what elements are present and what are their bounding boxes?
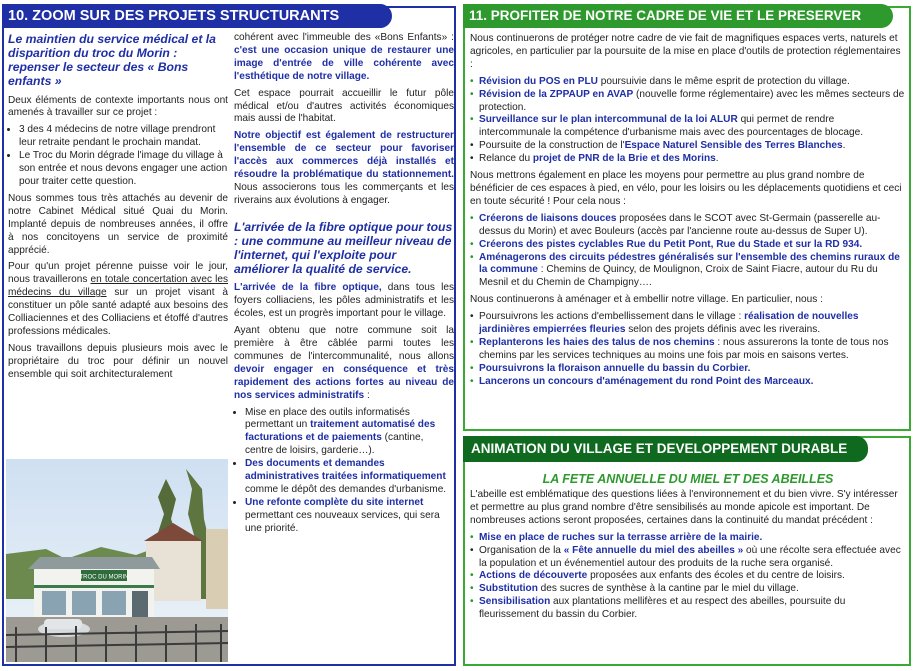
fibre-paragraph: L'arrivée de la fibre optique, dans tous les foyers colliaciens, les pôles administratifs et les écoles, est un progrès important pour le village.: [234, 282, 454, 320]
cabling-paragraph: Ayant obtenu que notre commune soit la première à être câblée parmi toutes les communes de l'intercommunalité, nous allons devoir engager en conséquence et très rapidement des actions fortes au niveau de nos services administratifs :: [234, 325, 454, 401]
section-11-body: [470, 33, 906, 393]
list-item: • Révision du POS en PLU poursuivie dans le même esprit de protection du village.: [479, 76, 906, 89]
section-11-panel: [463, 6, 911, 431]
mobility-list: [470, 213, 906, 290]
list-item: • Révision de la ZPPAUP en AVAP (nouvelle forme réglementaire) avec les mêmes secteurs de protection.: [479, 89, 906, 115]
embellish-list: [470, 311, 906, 388]
list-item: • Sensibilisation aux plantations mellifères et au respect des abeilles, poursuite du fleurissement du bassin du Corbier.: [479, 596, 906, 622]
animation-body: [470, 471, 906, 626]
list-item: • Surveillance sur le plan intercommunal de la loi ALUR qui permet de rendre intercommunale la compétence d'urbanisme mais avec des pourcentages de blocage.: [479, 114, 906, 140]
objective-paragraph: Notre objectif est également de restructurer l'ensemble de ce secteur pour favoriser l'accès aux commerces déjà installés et résoudre la problématique du stationnement. Nous associerons tous les commerçants et les riverains aux évolutions à engager.: [234, 130, 454, 206]
list-item: • 3 des 4 médecins de notre village prendront leur retraite pendant le prochain mandat.: [19, 124, 228, 150]
list-item: • Créerons des pistes cyclables Rue du Petit Pont, Rue du Stade et sur la RD 934.: [479, 239, 906, 252]
list-item: • Relance du projet de PNR de la Brie et des Morins.: [479, 153, 906, 166]
list-item: • Mise en place de ruches sur la terrasse arrière de la mairie.: [479, 532, 906, 545]
fibre-subtitle: L'arrivée de la fibre optique pour tous : une commune au meilleur niveau de l'internet, qui l'exploite pour améliorer la qualité de service.: [234, 219, 453, 277]
medical-service-subtitle: Le maintien du service médical et la disparition du troc du Morin : repenser le secteur des « Bons enfants »: [8, 32, 216, 89]
list-item: • Créerons de liaisons douces proposées dans le SCOT avec St-Germain (passerelle au-dessus du Morin) et avec Bouleurs (accès par l'ancienne route au-dessus de Super U).: [479, 213, 906, 239]
troc-paragraph: Nous travaillons depuis plusieurs mois avec le propriétaire du troc pour définir un nouvel ensemble qui soit architecturalement: [8, 342, 228, 380]
bee-intro: L'abeille est emblématique des questions liées à l'environnement et du bien vivre. S'y intéresser et permettre au plus grand nombre d'être sensibilisés au monde apicole est important. De nombreuses actions seront proposées, certaines dans la continuité du mandat précédent :: [470, 489, 898, 526]
medical-cabinet-paragraph: Nous sommes tous très attachés au devenir de notre Cabinet Médical situé Quai du Morin. Implanté depuis de nombreuses années, il offre à nos concitoyens un service de proximité apprécié.: [8, 192, 228, 256]
list-item: • Des documents et demandes administratives traitées informatiquement comme le dépôt des demandes d'urbanisme.: [245, 458, 454, 497]
mobility-intro: Nous mettrons également en place les moyens pour permettre au plus grand nombre de bénéficier de ces espaces à pied, en vélo, pour les loisirs ou les déplacements quotidiens et ceci en toute sécurité ! Pour cela nous :: [470, 170, 902, 207]
list-item: • Replanterons les haies des talus de nos chemins : nous assurerons la tonte de tous nos chemins par les services techniques au moins une fois par mois en saisons vertes.: [479, 337, 906, 363]
troc-du-morin-photo: [6, 459, 228, 662]
section-11-heading: 11. PROFITER DE NOTRE CADRE DE VIE ET LE PRESERVER: [463, 4, 893, 28]
list-item: • Mise en place des outils informatisés permettant un traitement automatisé des facturations et de paiements (cantine, centre de loisirs, garderie…).: [245, 407, 454, 459]
list-item: • Aménagerons des circuits pédestres généralisés sur l'ensemble des chemins ruraux de la commune : Chemins de Quincy, de Moulignon, Croix de Saint Fiacre, autour du Ru du Mesnil et du Chemin de Champigny….: [479, 252, 906, 291]
list-item: • Organisation de la « Fête annuelle du miel des abeilles » où une récolte sera effectuée avec la population et un événementiel autour des produits de la ruche sera organisé.: [479, 545, 906, 571]
list-item: • Lancerons un concours d'aménagement du rond Point des Marceaux.: [479, 376, 906, 389]
photo-sign-text: TROC DU MORIN: [79, 574, 129, 581]
space-paragraph: Cet espace pourrait accueillir le futur pôle médical et/ou d'autres activités économiques mais aussi de l'habitat.: [234, 87, 454, 125]
list-item: • Poursuivrons la floraison annuelle du bassin du Corbier.: [479, 363, 906, 376]
concertation-text: en totale concertation avec les médecins du village: [8, 274, 228, 299]
section-10-column-2: [234, 32, 454, 540]
animation-heading: ANIMATION DU VILLAGE ET DEVELOPPEMENT DURABLE: [463, 436, 868, 462]
list-item: • Actions de découverte proposées aux enfants des écoles et du centre de loisirs.: [479, 570, 906, 583]
honey-festival-subtitle: LA FETE ANNUELLE DU MIEL ET DES ABEILLES: [542, 472, 834, 486]
digital-services-list: [234, 407, 454, 536]
list-item: • Poursuite de la construction de l'Espace Naturel Sensible des Terres Blanches.: [479, 140, 906, 153]
section-10-panel: [2, 6, 456, 666]
bee-actions-list: [470, 532, 906, 622]
animation-panel: [463, 436, 911, 666]
list-item: • Le Troc du Morin dégrade l'image du village à son entrée et nous devons engager une action pour traiter cette question.: [19, 150, 228, 189]
protection-list: [470, 76, 906, 166]
list-item: • Une refonte complète du site internet permettant ces nouveaux services, qui sera une priorité.: [245, 497, 454, 536]
section-10-column-1: [8, 32, 228, 386]
project-paragraph: Pour qu'un projet pérenne puisse voir le jour, nous travaillerons en totale concertation avec les médecins du village sur un projet visant à constituer un pôle santé adapté aux besoins des Colliaciennes et des Colliaciens et étoffé d'autres professions médicales.: [8, 261, 228, 337]
coherence-paragraph: cohérent avec l'immeuble des «Bons Enfants» : c'est une occasion unique de restaurer une image d'entrée de ville cohérente avec l'esthétique de notre village.: [234, 32, 454, 82]
list-item: • Substitution des sucres de synthèse à la cantine par le miel du village.: [479, 583, 906, 596]
section-10-heading: 10. ZOOM SUR DES PROJETS STRUCTURANTS: [2, 4, 392, 28]
context-list: [8, 124, 228, 189]
embellish-intro: Nous continuerons à aménager et à embellir notre village. En particulier, nous :: [470, 294, 823, 306]
protection-intro: Nous continuerons de protéger notre cadre de vie fait de magnifiques espaces verts, naturels et agricoles, en particulier par la poursuite de la mise en place d'outils de protection réglementaires :: [470, 33, 901, 70]
context-paragraph: Deux éléments de contexte importants nous ont amenés à travailler sur ce projet :: [8, 94, 228, 119]
list-item: • Poursuivrons les actions d'embellissement dans le village : réalisation de nouvelles jardinières empierrées fleuries selon des projets définis avec les riverains.: [479, 311, 906, 337]
